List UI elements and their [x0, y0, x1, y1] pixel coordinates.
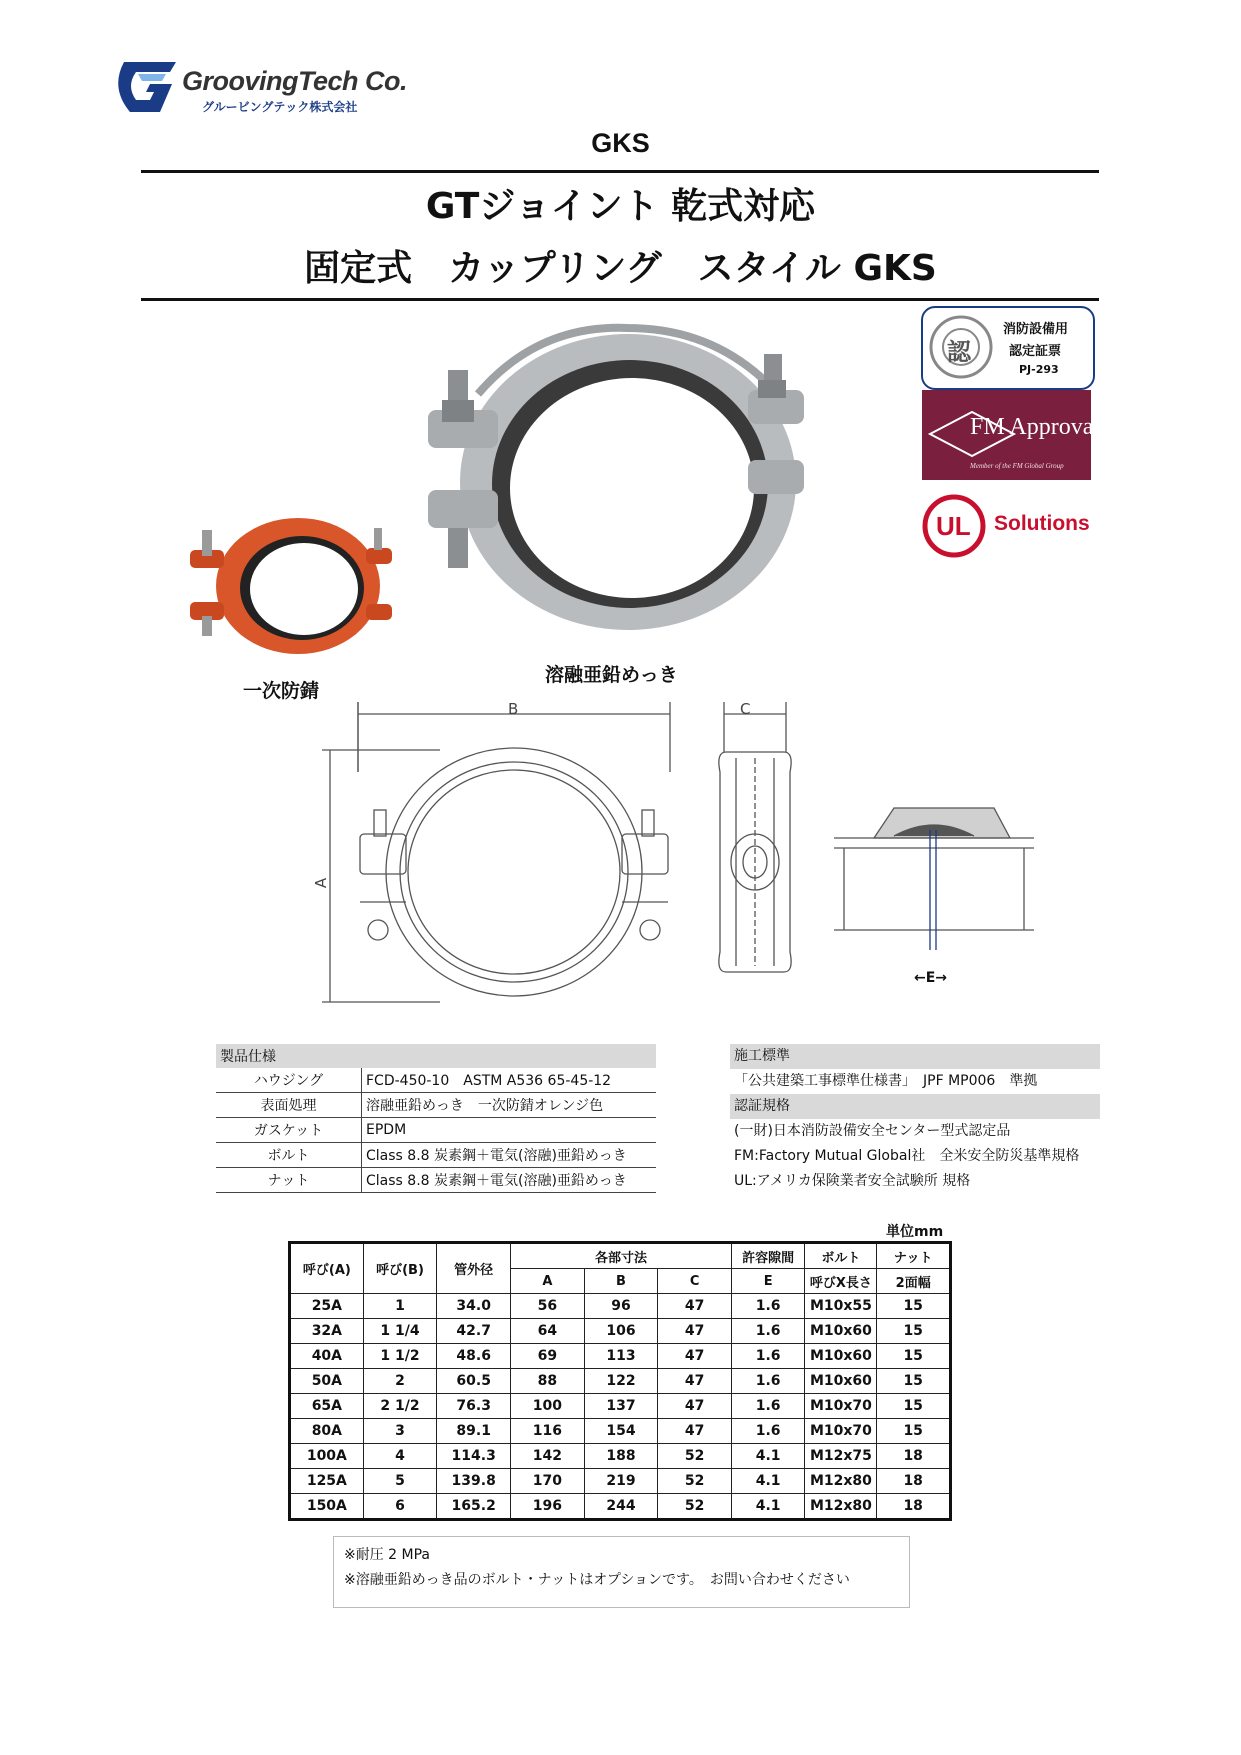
spec-label: ガスケット: [216, 1118, 362, 1143]
dim-label-a: A: [312, 877, 331, 889]
standards-block: [730, 1044, 1100, 1194]
table-row: [290, 1469, 951, 1494]
table-cell: 52: [658, 1469, 732, 1494]
ul-mark: UL: [936, 511, 971, 541]
ul-solutions-badge: [922, 494, 1092, 558]
col-header: 2面幅: [877, 1269, 951, 1294]
spec-row: [216, 1118, 656, 1143]
table-cell: 139.8: [437, 1469, 511, 1494]
table-cell: 154: [584, 1419, 658, 1444]
table-cell: 89.1: [437, 1419, 511, 1444]
fire-cert-badge: [921, 306, 1095, 390]
table-cell: 80A: [290, 1419, 364, 1444]
table-row: [290, 1494, 951, 1520]
col-header: B: [584, 1269, 658, 1294]
col-header: 各部寸法: [511, 1243, 732, 1269]
side-view-drawing: [714, 702, 804, 1012]
table-cell: 4: [363, 1444, 437, 1469]
col-header: C: [658, 1269, 732, 1294]
table-cell: M10x70: [805, 1394, 877, 1419]
table-cell: M10x60: [805, 1344, 877, 1369]
table-cell: M12x75: [805, 1444, 877, 1469]
table-cell: 196: [511, 1494, 585, 1520]
table-row: [290, 1394, 951, 1419]
galvanized-caption: 溶融亜鉛めっき: [545, 664, 678, 686]
table-cell: 122: [584, 1369, 658, 1394]
table-cell: 1.6: [731, 1344, 805, 1369]
table-cell: 42.7: [437, 1319, 511, 1344]
table-cell: 219: [584, 1469, 658, 1494]
brand-subtitle: グルービングテック株式会社: [202, 100, 358, 114]
table-cell: 1 1/2: [363, 1344, 437, 1369]
cert-standard: UL:アメリカ保険業者安全試験所 規格: [734, 1173, 971, 1189]
fire-cert-number: PJ-293: [1019, 363, 1059, 376]
table-cell: 64: [511, 1319, 585, 1344]
table-cell: 2: [363, 1369, 437, 1394]
spec-value: Class 8.8 炭素鋼＋電気(溶融)亜鉛めっき: [362, 1168, 657, 1193]
spec-label: ボルト: [216, 1143, 362, 1168]
col-header: 呼びX長さ: [805, 1269, 877, 1294]
table-cell: 15: [877, 1394, 951, 1419]
table-cell: 15: [877, 1419, 951, 1444]
table-cell: M10x55: [805, 1294, 877, 1319]
spec-label: 表面処理: [216, 1093, 362, 1118]
title-rule-top: [141, 170, 1099, 173]
table-row: [290, 1294, 951, 1319]
table-cell: 6: [363, 1494, 437, 1520]
table-row: [290, 1419, 951, 1444]
unit-label: 単位mm: [886, 1224, 944, 1240]
col-header: 許容隙間: [731, 1243, 805, 1269]
table-cell: 188: [584, 1444, 658, 1469]
galvanized-coupling-photo: [418, 314, 818, 644]
construction-header: 施工標準: [730, 1044, 1100, 1069]
table-cell: 18: [877, 1469, 951, 1494]
fire-cert-line1: 消防設備用: [1003, 322, 1069, 337]
col-header: 呼び(A): [290, 1243, 364, 1294]
front-view-drawing: [320, 702, 690, 1012]
title-line-2: 固定式 カップリング スタイル GKS: [304, 248, 937, 289]
table-cell: 47: [658, 1419, 732, 1444]
primer-coupling-photo: [180, 492, 400, 662]
spec-value: EPDM: [362, 1118, 657, 1143]
spec-row: [216, 1068, 656, 1093]
table-cell: 1.6: [731, 1294, 805, 1319]
table-cell: M10x60: [805, 1369, 877, 1394]
table-cell: 1.6: [731, 1369, 805, 1394]
table-cell: 34.0: [437, 1294, 511, 1319]
table-cell: 1.6: [731, 1419, 805, 1444]
table-cell: 116: [511, 1419, 585, 1444]
table-cell: 47: [658, 1394, 732, 1419]
fire-cert-line2: 認定証票: [1009, 344, 1062, 359]
table-cell: 100: [511, 1394, 585, 1419]
spec-value: Class 8.8 炭素鋼＋電気(溶融)亜鉛めっき: [362, 1143, 657, 1168]
cert-standard: (一財)日本消防設備安全センター型式認定品: [734, 1123, 1011, 1139]
table-cell: 47: [658, 1319, 732, 1344]
table-cell: 25A: [290, 1294, 364, 1319]
table-cell: 150A: [290, 1494, 364, 1520]
product-code: GKS: [591, 128, 650, 158]
fm-name: FM Approvals: [970, 414, 1110, 440]
table-cell: 165.2: [437, 1494, 511, 1520]
brand-mark-icon: [116, 56, 178, 116]
brand-logo: [116, 56, 408, 122]
spec-row: [216, 1143, 656, 1168]
table-cell: 5: [363, 1469, 437, 1494]
table-cell: 40A: [290, 1344, 364, 1369]
table-cell: 137: [584, 1394, 658, 1419]
dimensions-body: [290, 1294, 951, 1520]
table-cell: 2 1/2: [363, 1394, 437, 1419]
spec-row: [216, 1093, 656, 1118]
table-cell: 32A: [290, 1319, 364, 1344]
title-line-1: GTジョイント 乾式対応: [425, 186, 816, 227]
brand-name: GroovingTech Co.: [182, 66, 408, 96]
spec-row: [216, 1168, 656, 1193]
table-cell: M10x60: [805, 1319, 877, 1344]
col-header: A: [511, 1269, 585, 1294]
notes-box: [333, 1536, 910, 1608]
table-cell: 48.6: [437, 1344, 511, 1369]
cert-standard: FM:Factory Mutual Global社 全米安全防災基準規格: [734, 1148, 1080, 1164]
table-cell: 4.1: [731, 1469, 805, 1494]
dimensions-table: [288, 1241, 952, 1521]
table-cell: 1.6: [731, 1394, 805, 1419]
table-cell: 244: [584, 1494, 658, 1520]
table-cell: 50A: [290, 1369, 364, 1394]
table-row: [290, 1444, 951, 1469]
title-rule-bottom: [141, 298, 1099, 301]
col-header: 呼び(B): [363, 1243, 437, 1294]
dim-label-e: ←E→: [914, 970, 948, 986]
fm-approvals-badge: [922, 390, 1110, 480]
table-cell: 15: [877, 1319, 951, 1344]
table-cell: 113: [584, 1344, 658, 1369]
table-cell: 3: [363, 1419, 437, 1444]
spec-header: 製品仕様: [216, 1044, 656, 1068]
table-cell: 76.3: [437, 1394, 511, 1419]
table-cell: 100A: [290, 1444, 364, 1469]
col-header: 管外径: [437, 1243, 511, 1294]
table-cell: 4.1: [731, 1494, 805, 1520]
note-line: ※溶融亜鉛めっき品のボルト・ナットはオプションです。 お問い合わせください: [344, 1572, 850, 1588]
table-cell: 47: [658, 1344, 732, 1369]
table-cell: 4.1: [731, 1444, 805, 1469]
table-cell: 88: [511, 1369, 585, 1394]
table-cell: 15: [877, 1294, 951, 1319]
table-cell: 18: [877, 1494, 951, 1520]
table-cell: 56: [511, 1294, 585, 1319]
spec-value: 溶融亜鉛めっき 一次防錆オレンジ色: [362, 1093, 657, 1118]
spec-label: ナット: [216, 1168, 362, 1193]
table-cell: M10x70: [805, 1419, 877, 1444]
table-cell: 52: [658, 1444, 732, 1469]
table-cell: 1 1/4: [363, 1319, 437, 1344]
table-cell: 96: [584, 1294, 658, 1319]
ul-name: Solutions: [994, 512, 1090, 535]
col-header: ナット: [877, 1243, 951, 1269]
table-cell: 15: [877, 1344, 951, 1369]
table-cell: 125A: [290, 1469, 364, 1494]
cert-standards-header: 認証規格: [730, 1094, 1100, 1119]
spec-table: [216, 1044, 656, 1193]
dim-label-b: B: [508, 700, 519, 718]
construction-standard: 「公共建築工事標準仕様書」 JPF MP006 準拠: [734, 1073, 1038, 1089]
table-cell: 18: [877, 1444, 951, 1469]
col-header: E: [731, 1269, 805, 1294]
table-cell: M12x80: [805, 1494, 877, 1520]
table-cell: 52: [658, 1494, 732, 1520]
table-cell: 1: [363, 1294, 437, 1319]
table-row: [290, 1319, 951, 1344]
spec-label: ハウジング: [216, 1068, 362, 1093]
table-cell: 15: [877, 1369, 951, 1394]
col-header: ボルト: [805, 1243, 877, 1269]
cert-seal-char: 認: [947, 338, 971, 366]
table-cell: 106: [584, 1319, 658, 1344]
table-cell: M12x80: [805, 1469, 877, 1494]
table-row: [290, 1344, 951, 1369]
table-cell: 170: [511, 1469, 585, 1494]
table-cell: 142: [511, 1444, 585, 1469]
fm-tagline: Member of the FM Global Group: [970, 462, 1064, 470]
table-cell: 47: [658, 1294, 732, 1319]
table-cell: 47: [658, 1369, 732, 1394]
note-line: ※耐圧 2 MPa: [344, 1547, 431, 1563]
primer-caption: 一次防錆: [243, 680, 320, 702]
section-detail-drawing: [834, 800, 1034, 950]
table-cell: 65A: [290, 1394, 364, 1419]
dim-label-c: C: [740, 700, 751, 718]
table-cell: 114.3: [437, 1444, 511, 1469]
spec-value: FCD-450-10 ASTM A536 65-45-12: [362, 1068, 657, 1093]
table-cell: 60.5: [437, 1369, 511, 1394]
table-cell: 69: [511, 1344, 585, 1369]
table-cell: 1.6: [731, 1319, 805, 1344]
table-row: [290, 1369, 951, 1394]
